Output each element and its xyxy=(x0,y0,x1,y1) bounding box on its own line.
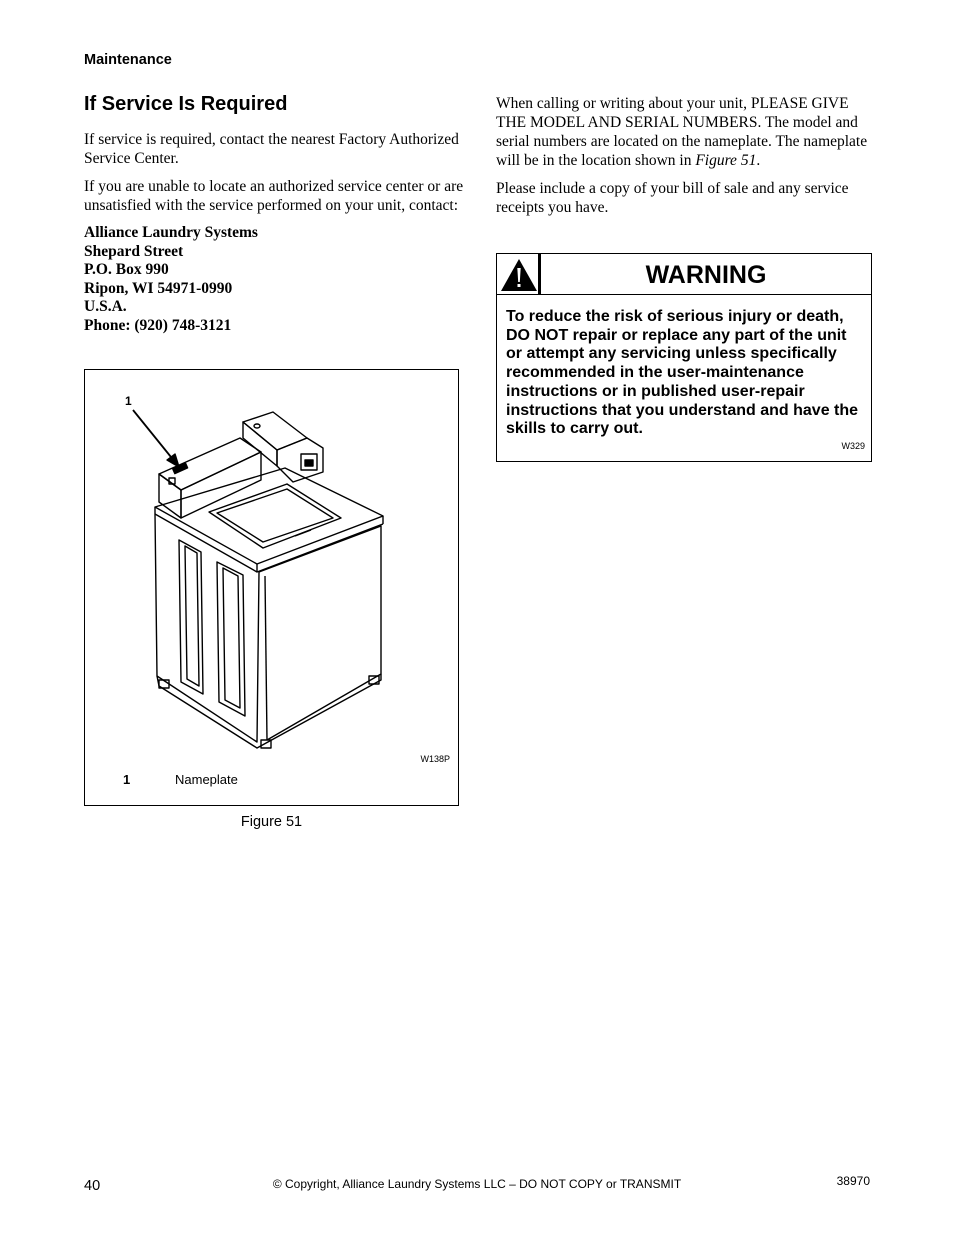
figure-caption: Figure 51 xyxy=(240,814,303,830)
callout-number: 1 xyxy=(125,394,132,408)
address-line: Alliance Laundry Systems xyxy=(84,224,258,241)
copyright-notice: © Copyright, Alliance Laundry Systems LLC – DO NOT COPY or TRANSMIT xyxy=(272,1177,682,1191)
sentence-end: . xyxy=(756,152,761,169)
figure-reference: Figure 51 xyxy=(695,152,757,169)
legend-number: 1 xyxy=(123,772,131,787)
address-phone: Phone: (920) 748-3121 xyxy=(84,316,232,334)
address-block xyxy=(84,224,464,336)
receipt-paragraph: Please include a copy of your bill of sale and any service receipts you have. xyxy=(496,180,849,216)
warning-triangle-icon xyxy=(497,254,538,294)
service-paragraph: If service is required, contact the nearest Factory Authorized Service Center. xyxy=(84,131,459,167)
legend-label: Nameplate xyxy=(175,772,238,787)
warning-header xyxy=(497,254,871,295)
address-line: U.S.A. xyxy=(84,298,127,316)
warning-code: W329 xyxy=(841,441,865,451)
warning-box xyxy=(496,253,872,462)
document-number: 38970 xyxy=(836,1174,870,1188)
right-column xyxy=(496,94,872,226)
contact-paragraph: If you are unable to locate an authorized service center or are unsatisfied with the service performed on your unit, contact: xyxy=(84,178,464,214)
warning-title: WARNING xyxy=(645,261,767,289)
washer-illustration xyxy=(85,370,458,805)
figure-frame xyxy=(84,369,459,806)
address-line: P.O. Box 990 xyxy=(84,261,169,279)
left-column xyxy=(84,92,464,336)
warning-icon-cell xyxy=(497,254,541,294)
address-line: Ripon, WI 54971-0990 xyxy=(84,279,233,297)
model-serial-text: When calling or writing about your unit, PLEASE GIVE THE MODEL AND SERIAL NUMBERS. The model and serial numbers are located on the nameplate. The nameplate will be in the location shown in xyxy=(496,95,868,169)
address-line: Shepard Street xyxy=(84,242,184,260)
figure-code: W138P xyxy=(420,754,450,764)
model-serial-paragraph xyxy=(496,94,872,170)
page-heading: If Service Is Required xyxy=(84,93,288,115)
page-number: 40 xyxy=(84,1178,101,1194)
section-label: Maintenance xyxy=(84,52,172,68)
warning-text: To reduce the risk of serious injury or death, DO NOT repair or replace any part of the unit or attempt any servicing unless specifically recommended in the user-maintenance instructions or in published user-repair instructions that you understand and have the skills to carry out. xyxy=(506,308,859,438)
